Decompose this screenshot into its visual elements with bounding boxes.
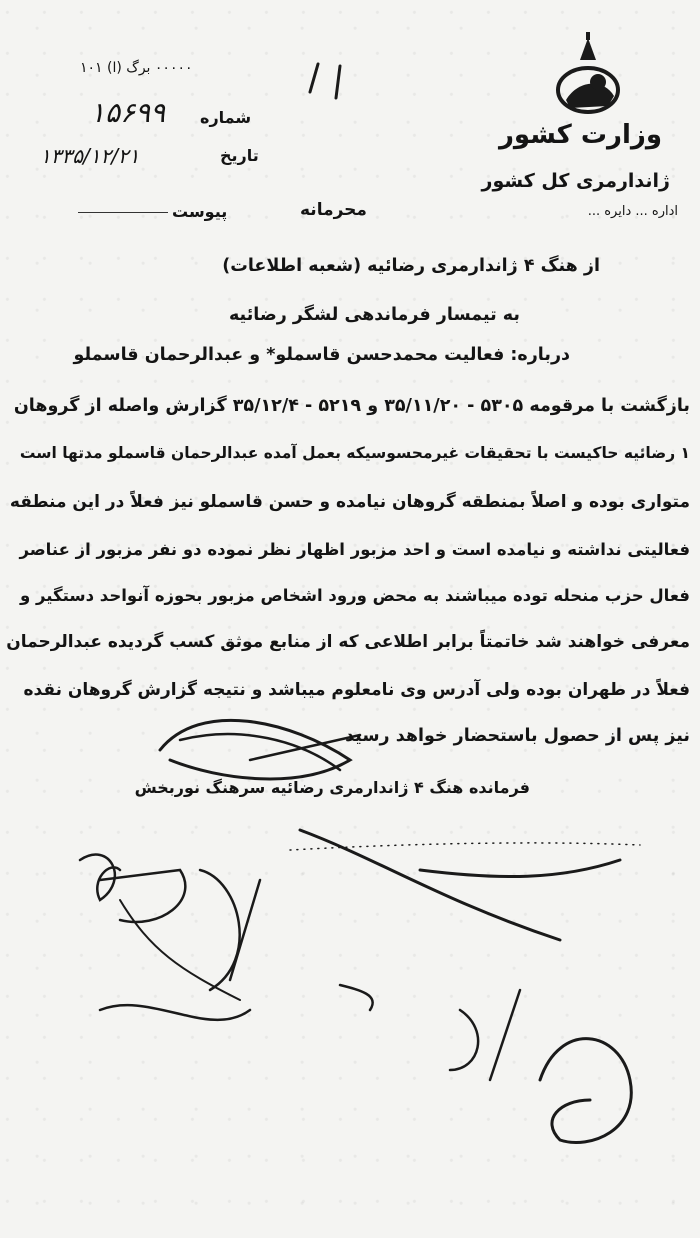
body-line: بازگشت با مرقومه ۵۳۰۵ - ۳۵/۱۱/۲۰ و ۵۲۱۹ - ۳۵/۱۲/۴ گزارش واصله از گروهان: [13, 396, 690, 416]
body-line: متواری بوده و اصلاً بمنطقه گروهان نیامده و حسن قاسملو نیز فعلاً در این منطقه: [9, 492, 690, 512]
lion-and-sun-emblem-icon: [548, 30, 628, 130]
gendarmerie-title: ژاندارمری کل کشور: [481, 170, 670, 192]
body-line: فعالیتی نداشته و نیامده است و احد مزبور اظهار نظر نموده دو نفر مزبور از عناصر: [19, 540, 690, 559]
body-line: فعال حزب منحله توده میباشند به محض ورود اشخاص مزبور بحوزه آنواحد دستگیر و: [20, 586, 690, 605]
office-label: اداره ... دایره ...: [587, 204, 678, 219]
body-line: ۱ رضائیه حاکیست با تحقیقات غیرمحسوسیکه بعمل آمده عبدالرحمان قاسملو مدتها است: [19, 444, 690, 462]
classification-label: محرمانه: [300, 200, 367, 220]
attachment-label: پیوست: [172, 202, 228, 221]
date-label: تاریخ: [220, 146, 259, 165]
number-label: شماره: [200, 108, 252, 127]
subject-line: درباره: فعالیت محمدحسن قاسملو* و عبدالرحمان قاسملو: [73, 345, 570, 365]
signature-line: فرمانده هنگ ۴ ژاندارمری رضائیه سرهنگ نوربخش: [134, 778, 530, 797]
number-value: ۱۵۶۹۹: [90, 96, 166, 129]
from-line: از هنگ ۴ ژاندارمری رضائیه (شعبه اطلاعات): [222, 256, 600, 276]
form-serial: ۱۰۱ (ا) ۰۰۰۰۰ برگ: [80, 60, 193, 76]
to-line: به تیمسار فرماندهی لشگر رضائیه: [228, 305, 520, 325]
ministry-title: وزارت کشور: [498, 120, 662, 150]
date-value: ۱۳۳۵/۱۲/۲۱: [40, 144, 140, 168]
body-line: نیز پس از حصول باستحضار خواهد رسید: [345, 726, 690, 746]
body-line: معرفی خواهند شد خاتمتاً برابر اطلاعی که از منابع موثق کسب گردیده عبدالرحمان: [6, 632, 690, 652]
attachment-line: [78, 212, 168, 213]
body-line: فعلاً در طهران بوده ولی آدرس وی نامعلوم میباشد و نتیجه گزارش گروهان نقده: [23, 680, 690, 700]
